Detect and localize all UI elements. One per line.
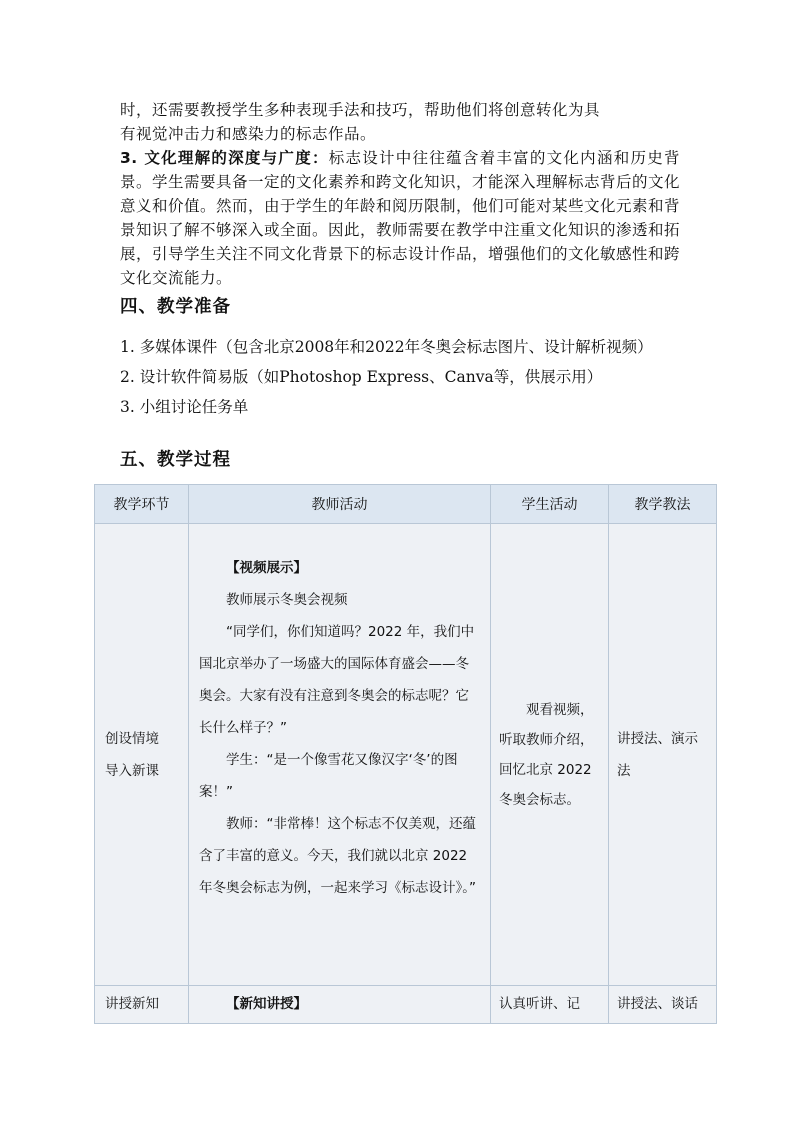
- row2-stage: [95, 986, 189, 1024]
- section4-title: 四、教学准备: [120, 297, 231, 317]
- row1-student: [491, 524, 609, 986]
- row2-stage-text: 讲授新知: [105, 996, 159, 1012]
- row1-teacher-p1: 教师展示冬奥会视频: [226, 592, 348, 608]
- header-stage: 教学环节: [95, 485, 189, 524]
- table-header-row: [95, 485, 717, 524]
- teaching-process-table: [94, 484, 717, 1024]
- row1-teacher-p4: 教师：“非常棒！这个标志不仅美观，还蕴含了丰富的意义。今天，我们就以北京 2022 年冬奥会标志为例，一起来学习《标志设计》。”: [199, 816, 476, 896]
- row2-teacher-title: 【新知讲授】: [226, 996, 307, 1012]
- section5-title: 五、教学过程: [120, 450, 231, 470]
- row2-student: [491, 986, 609, 1024]
- intro-paragraph: [120, 98, 680, 146]
- prep-item-3: 3. 小组讨论任务单: [120, 398, 249, 416]
- row1-stage: [95, 524, 189, 986]
- row1-method: [609, 524, 717, 986]
- culture-paragraph: [120, 146, 680, 290]
- header-teacher: 教师活动: [189, 485, 491, 524]
- row1-student-text: 观看视频，听取教师介绍，回忆北京 2022 冬奥会标志。: [499, 701, 594, 808]
- row1-method-text: 讲授法、演示法: [617, 730, 698, 779]
- prep-list: [120, 336, 680, 419]
- row1-teacher-title: 【视频展示】: [226, 560, 307, 576]
- table-row: [95, 524, 717, 986]
- prep-item-1: 1. 多媒体课件（包含北京2008年和2022年冬奥会标志图片、设计解析视频）: [120, 338, 653, 356]
- prep-item-2: 2. 设计软件简易版（如Photoshop Express、Canva等，供展示用）: [120, 368, 603, 386]
- row2-method-text: 讲授法、谈话: [617, 996, 698, 1012]
- header-student: 学生活动: [491, 485, 609, 524]
- row2-method: [609, 986, 717, 1024]
- intro-line-2: 有视觉冲击力和感染力的标志作品。: [120, 125, 377, 143]
- table-row: [95, 986, 717, 1024]
- row1-teacher-p2: “同学们，你们知道吗？2022 年，我们中国北京举办了一场盛大的国际体育盛会——冬奥会。大家有没有注意到冬奥会的标志呢？它长什么样子？”: [199, 624, 475, 736]
- row2-teacher: [189, 986, 491, 1024]
- intro-line-1: 时，还需要教授学生多种表现手法和技巧，帮助他们将创意转化为具: [120, 101, 601, 119]
- header-method: 教学教法: [609, 485, 717, 524]
- culture-title: 3. 文化理解的深度与广度：: [120, 149, 329, 167]
- row2-student-text: 认真听讲、记: [499, 996, 580, 1012]
- culture-text: 标志设计中往往蕴含着丰富的文化内涵和历史背景。学生需要具备一定的文化素养和跨文化知识，才能深入理解标志背后的文化意义和价值。然而，由于学生的年龄和阅历限制，他们可能对某些文化元素和背景知识了解不够深入或全面。因此，教师需要在教学中注重文化知识的渗透和拓展，引导学生关注不同文化背景下的标志设计作品，增强他们的文化敏感性和跨文化交流能力。: [120, 149, 681, 287]
- row1-stage-line2: 导入新课: [105, 762, 159, 779]
- row1-stage-line1: 创设情境: [105, 730, 159, 747]
- row1-teacher: [189, 524, 491, 986]
- row1-teacher-p3: 学生：“是一个像雪花又像汉字‘冬’的图案！”: [199, 752, 458, 800]
